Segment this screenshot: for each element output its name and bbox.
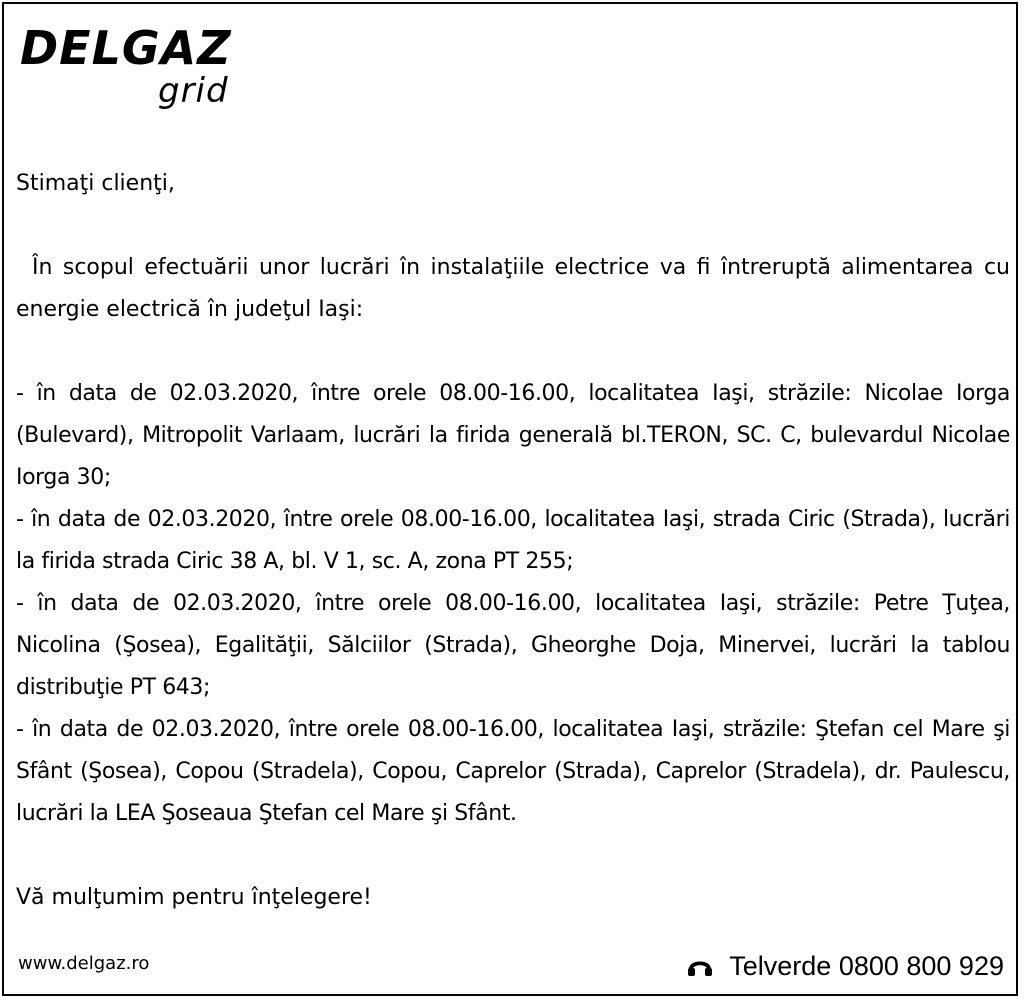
outage-item: - în data de 02.03.2020, între orele 08.00-16.00, localitatea Iaşi, strada Ciric (Strada), lucrări la firida strada Ciric 38 A, bl. V 1, sc. A, zona PT 255; (16, 507, 1010, 574)
intro-paragraph: În scopul efectuării unor lucrări în instalaţiile electrice va fi întreruptă alimentarea cu energie electrică în judeţul Iaşi: (16, 255, 1010, 322)
outage-item: - în data de 02.03.2020, între orele 08.00-16.00, localitatea Iaşi, străzile: Ştefan cel Mare şi Sfânt (Şosea), Copou (Stradela), Copou, Caprelor (Strada), Caprelor (Stradela), dr. Paulescu, lucrări la LEA Şoseaua Ştefan cel Mare şi Sfânt. (16, 717, 1010, 826)
phone-contact (685, 948, 1004, 984)
closing-line: Vă mulţumim pentru înţelegere! (16, 885, 372, 910)
delgaz-grid-logo (20, 20, 260, 115)
outage-item: - în data de 02.03.2020, între orele 08.00-16.00, localitatea Iaşi, străzile: Petre Ţuţea, Nicolina (Şosea), Egalităţii, Sălciilor (Strada), Gheorghe Doja, Minervei, lucrări la tablou distribuţie PT 643; (16, 591, 1010, 700)
letter-body (16, 163, 1010, 919)
greeting: Stimaţi clienţi, (16, 171, 175, 196)
website-link[interactable]: www.delgaz.ro (18, 953, 150, 974)
outage-item: - în data de 02.03.2020, între orele 08.00-16.00, localitatea Iaşi, străzile: Nicolae Iorga (Bulevard), Mitropolit Varlaam, lucrări la firida generală bl.TERON, SC. C, bulevardul Nicolae Iorga 30; (16, 381, 1010, 490)
logo-sub-text: grid (158, 71, 229, 111)
phone-headset-icon (685, 951, 715, 981)
phone-number: Telverde 0800 800 929 (729, 951, 1004, 981)
logo-main-text: DELGAZ (20, 21, 232, 75)
